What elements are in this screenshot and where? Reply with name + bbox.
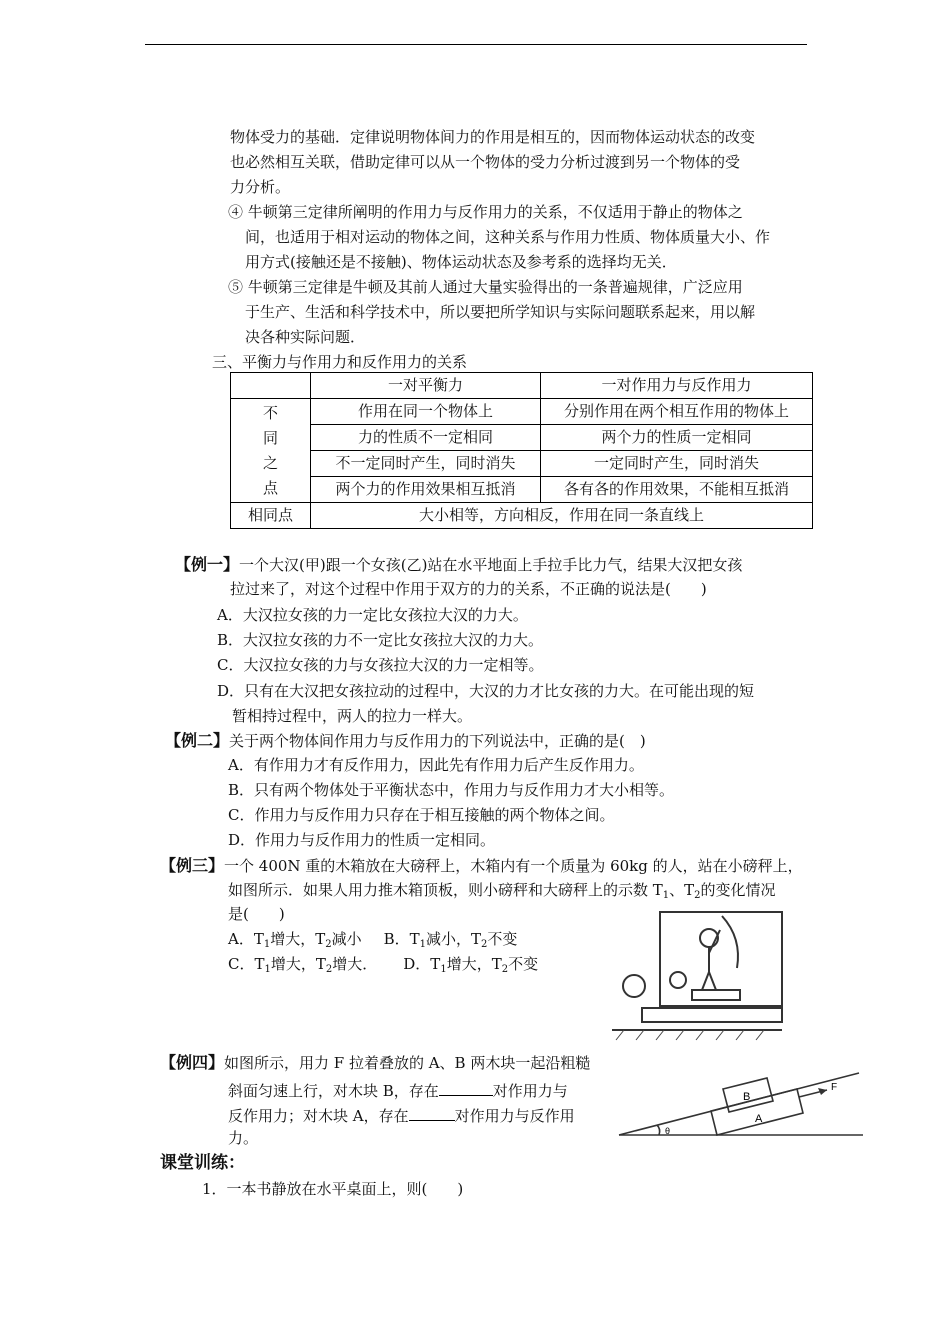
table-row xyxy=(231,451,813,477)
point4-line-3: 用方式(接触还是不接触)、物体运动状态及参考系的选择均无关． xyxy=(245,253,677,271)
point5-line-3: 决各种实际问题． xyxy=(245,328,366,346)
box-outline xyxy=(660,912,782,1006)
block-b-label: B xyxy=(743,1091,751,1103)
ex4-tag: 【例四】 xyxy=(160,1053,225,1072)
practice-question-1: 1．一本书静放在水平桌面上，则( ) xyxy=(202,1180,464,1198)
ex3-stem-line-1: 【例三】一个 400N 重的木箱放在大磅秤上，木箱内有一个质量为 60kg 的人，站在小磅秤上， xyxy=(160,856,803,875)
ex1-stem-line-1: 【例一】一个大汉(甲)跟一个女孩(乙)站在水平地面上手拉手比力气，结果大汉把女孩 xyxy=(175,555,743,574)
table-cell: 一定同时产生，同时消失 xyxy=(541,451,813,477)
big-scale-dial-icon xyxy=(623,975,645,997)
ex3-tag: 【例三】 xyxy=(160,856,225,875)
angle-arc xyxy=(657,1125,660,1135)
table-row xyxy=(231,477,813,503)
person-leg-right xyxy=(709,972,716,990)
ex4-stem-line-3: 反作用力；对木块 A，存在 对作用力与反作用 xyxy=(228,1107,575,1125)
ex2-option-c: C．作用力与反作用力只存在于相互接触的两个物体之间。 xyxy=(228,806,615,824)
ex3-option-a: A．$T_1$增大，$T_2$减小 xyxy=(228,930,362,950)
ex3-options-cd xyxy=(228,957,538,975)
table-corner-cell xyxy=(231,373,311,399)
ex1-option-d-line-2: 暂相持过程中，两人的拉力一样大。 xyxy=(232,707,473,725)
table-cell: 作用在同一个物体上 xyxy=(311,399,541,425)
table-same-text: 大小相等，方向相反，作用在同一条直线上 xyxy=(311,503,813,529)
section3-title: 三、平衡力与作用力和反作用力的关系 xyxy=(212,353,468,371)
ex1-tag: 【例一】 xyxy=(175,555,240,574)
ex2-option-b: B．只有两个物体处于平衡状态中，作用力与反作用力才大小相等。 xyxy=(228,781,675,799)
header-rule xyxy=(145,44,807,45)
point4-line-2: 间，也适用于相对运动的物体之间，这种关系与作用力性质、物体质量大小、作 xyxy=(245,228,771,246)
table-cell: 分别作用在两个相互作用的物体上 xyxy=(541,399,813,425)
table-row xyxy=(231,503,813,529)
ex4-stem-line-1: 【例四】如图所示，用力 F 拉着叠放的 A、B 两木块一起沿粗糙 xyxy=(160,1053,591,1072)
ex3-stem-line-2: 如图所示．如果人用力推木箱顶板，则小磅秤和大磅秤上的示数 $T_1$、$T_2$的变化情况 xyxy=(228,881,776,901)
angle-label: θ xyxy=(665,1126,671,1136)
ex3-option-d: D．$T_1$增大，$T_2$不变 xyxy=(403,955,539,975)
big-scale xyxy=(642,1008,782,1022)
point4-line-1: ④ 牛顿第三定律所阐明的作用力与反作用力的关系，不仅适用于静止的物体之 xyxy=(228,203,743,221)
ex4-blank-b xyxy=(439,1081,493,1096)
ex1-option-d-line-1: D．只有在大汉把女孩拉动的过程中，大汉的力才比女孩的力大。在可能出现的短 xyxy=(217,682,755,700)
table-cell: 力的性质不一定相同 xyxy=(311,425,541,451)
ex3-stem-line-3: 是( ) xyxy=(228,905,285,923)
small-scale-dial-icon xyxy=(670,972,686,988)
ex2-option-d: D．作用力与反作用力的性质一定相同。 xyxy=(228,831,496,849)
box-handle xyxy=(722,916,738,968)
ex3-scale-figure xyxy=(612,908,792,1046)
table-same-label: 相同点 xyxy=(231,503,311,529)
ex4-stem-line-4: 力。 xyxy=(228,1129,259,1147)
table-cell: 不一定同时产生，同时消失 xyxy=(311,451,541,477)
person-leg-left xyxy=(702,972,709,990)
table-row xyxy=(231,399,813,425)
continuation-line-2: 也必然相互关联，借助定律可以从一个物体的受力分析过渡到另一个物体的受 xyxy=(230,153,741,171)
table-cell: 两个力的性质一定相同 xyxy=(541,425,813,451)
table-cell: 两个力的作用效果相互抵消 xyxy=(311,477,541,503)
ex1-option-a: A．大汉拉女孩的力一定比女孩拉大汉的力大。 xyxy=(217,606,528,624)
continuation-line-1: 物体受力的基础．定律说明物体间力的作用是相互的，因而物体运动状态的改变 xyxy=(230,128,756,146)
ex1-stem-line-2: 拉过来了，对这个过程中作用于双方的力的关系，不正确的说法是( ) xyxy=(230,580,707,598)
table-cell: 各有各的作用效果，不能相互抵消 xyxy=(541,477,813,503)
ex2-tag: 【例二】 xyxy=(165,731,230,750)
force-label: F xyxy=(831,1082,838,1093)
ex3-option-c: C．$T_1$增大，$T_2$增大． xyxy=(228,955,378,975)
ex4-incline-figure xyxy=(615,1055,865,1140)
table-diff-label: 不 同 之 点 xyxy=(231,399,311,503)
point5-line-1: ⑤ 牛顿第三定律是牛顿及其前人通过大量实验得出的一条普遍规律，广泛应用 xyxy=(228,278,743,296)
ex2-option-a: A．有作用力才有反作用力，因此先有作用力后产生反作用力。 xyxy=(228,756,644,774)
comparison-table xyxy=(230,372,813,529)
ex4-stem-line-2: 斜面匀速上行，对木块 B，存在 对作用力与 xyxy=(228,1082,568,1100)
practice-title: 课堂训练： xyxy=(160,1153,245,1173)
ex3-option-b: B．$T_1$减小，$T_2$不变 xyxy=(383,930,518,950)
continuation-line-3: 力分析。 xyxy=(230,178,291,196)
table-header-balance: 一对平衡力 xyxy=(311,373,541,399)
block-a-label: A xyxy=(755,1113,763,1125)
table-header-row xyxy=(231,373,813,399)
small-scale xyxy=(692,990,740,1000)
ex4-blank-a xyxy=(409,1106,455,1121)
table-header-action-reaction: 一对作用力与反作用力 xyxy=(541,373,813,399)
ex3-options-ab xyxy=(228,932,517,950)
ex1-option-b: B．大汉拉女孩的力不一定比女孩拉大汉的力大。 xyxy=(217,631,544,649)
table-row xyxy=(231,425,813,451)
ex1-option-c: C．大汉拉女孩的力与女孩拉大汉的力一定相等。 xyxy=(217,656,544,674)
ex2-stem: 【例二】关于两个物体间作用力与反作用力的下列说法中，正确的是( ) xyxy=(165,731,646,750)
point5-line-2: 于生产、生活和科学技术中，所以要把所学知识与实际问题联系起来，用以解 xyxy=(245,303,756,321)
